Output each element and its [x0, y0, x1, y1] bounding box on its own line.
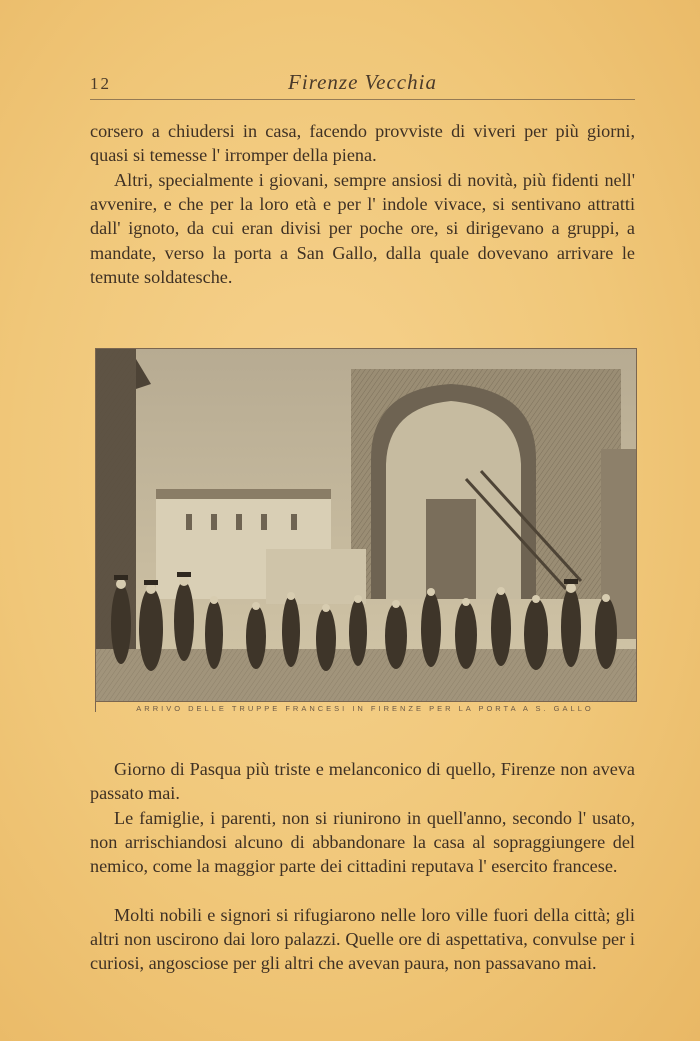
engraving-drawing	[96, 349, 636, 701]
paragraph-5: Molti nobili e signori si rifugiarono nelle loro ville fuori della città; gli altri non uscirono dai loro palazzi. Quelle ore di aspettativa, convulse per i curiosi, angosciose per gli altri che avevan paura, non passavano mai.	[90, 905, 635, 974]
paragraph-3: Giorno di Pasqua più triste e melanconico di quello, Firenze non aveva passato mai.	[90, 759, 635, 804]
header-rule	[90, 99, 635, 100]
paragraph-2: Altri, specialmente i giovani, sempre ansiosi di novità, più fidenti nell' avvenire, e che per la loro età e per l' indole vivace, si sentivano attratti dall' ignoto, da cui eran divisi per poche ore, si dirigevano a gruppi, a mandate, verso la porta a San Gallo, dalla quale dovevano arrivare le temute soldatesche.	[90, 170, 635, 287]
running-title: Firenze Vecchia	[288, 70, 437, 94]
engraving-illustration	[95, 348, 637, 702]
page-header	[90, 68, 635, 98]
page-number: 12	[90, 74, 111, 93]
paragraph-4: Le famiglie, i parenti, non si riunirono in quell'anno, secondo l' usato, non arrischiandosi alcuno di abbandonare la casa al sopraggiungere del nemico, come la maggior parte dei cittadini reputava l' esercito francese.	[90, 808, 635, 877]
paragraph-1: corsero a chiudersi in casa, facendo provviste di viveri per più giorni, quasi si temesse l' irromper della piena.	[90, 121, 635, 166]
figure-caption: ARRIVO DELLE TRUPPE FRANCESI IN FIRENZE PER LA PORTA A S. GALLO	[136, 704, 594, 713]
